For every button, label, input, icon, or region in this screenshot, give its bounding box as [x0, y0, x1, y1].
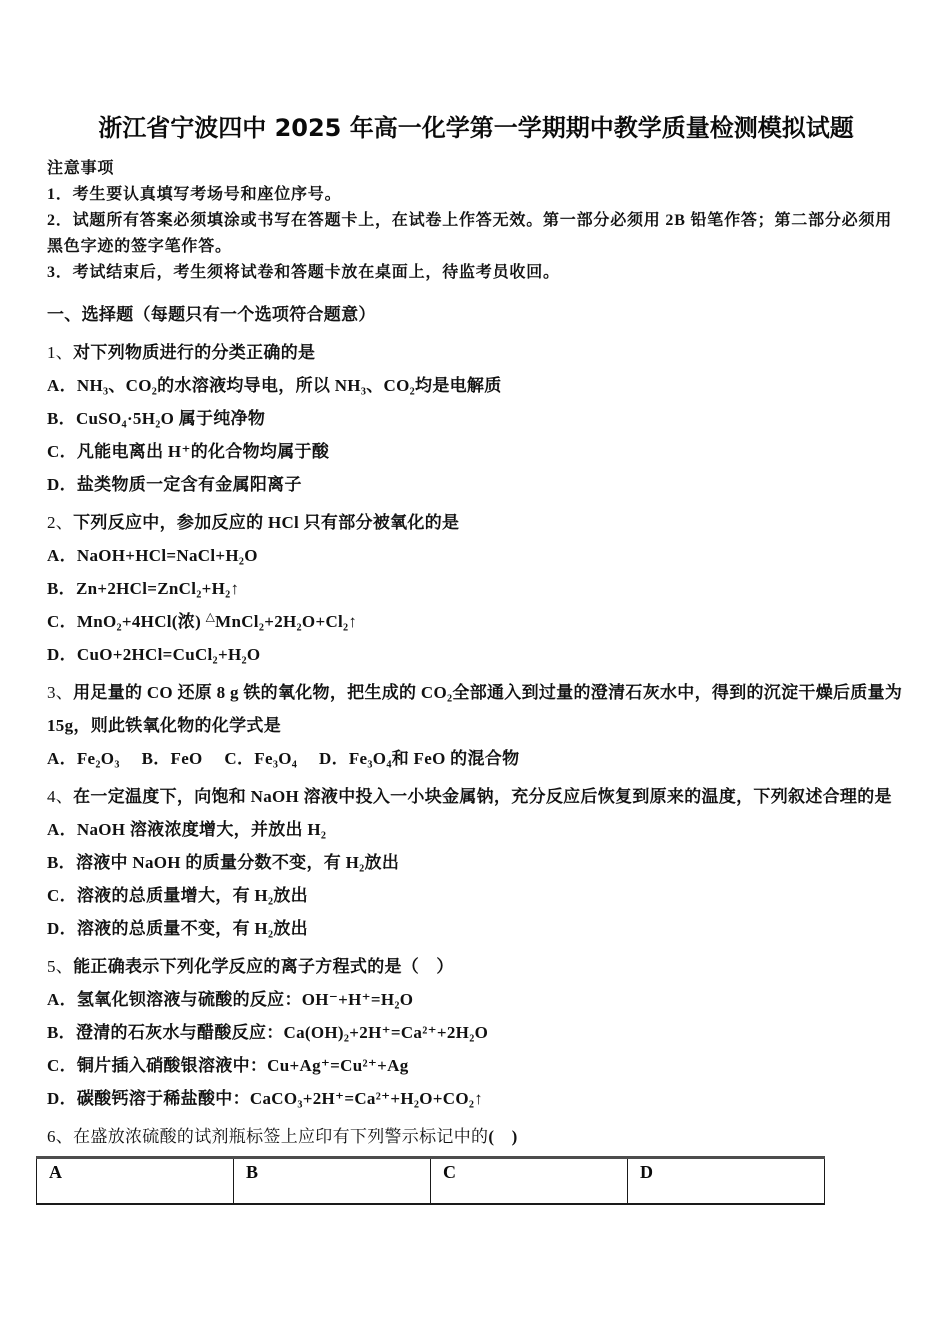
question-1-option-b: B．CuSO₄·5H₂O 属于纯净物: [47, 409, 266, 428]
warning-marks-table-row: [37, 1158, 825, 1205]
question-2-option-c: [47, 605, 905, 638]
notes-section: [47, 156, 905, 286]
option-text-after-delta: MnCl₂+2H₂O+Cl₂↑: [215, 612, 358, 631]
question-1: [47, 336, 905, 501]
note-item-1: 1．考生要认真填写考场号和座位序号。: [47, 186, 342, 203]
question-5-option-c: C．铜片插入硝酸银溶液中：Cu+Ag⁺=Cu²⁺+Ag: [47, 1056, 409, 1075]
question-4-text: 在一定温度下，向饱和 NaOH 溶液中投入一小块金属钠，充分反应后恢复到原来的温度，下列叙述合理的是: [73, 787, 892, 806]
question-4-number: 4、: [47, 787, 74, 806]
warning-marks-table: [36, 1156, 825, 1205]
question-3-text: 用足量的 CO 还原 8 g 铁的氧化物，把生成的 CO₂全部通入到过量的澄清石灰水中，得到的沉淀干燥后质量为 15g，则此铁氧化物的化学式是: [47, 683, 903, 735]
question-5-option-d: D．碳酸钙溶于稀盐酸中：CaCO₃+2H⁺=Ca²⁺+H₂O+CO₂↑: [47, 1089, 484, 1108]
question-5: [47, 950, 905, 1115]
section-heading: 一、选择题（每题只有一个选项符合题意）: [47, 305, 376, 324]
question-3-stem: [47, 676, 905, 742]
question-4-stem: [47, 780, 905, 813]
note-item-3: 3．考试结束后，考生须将试卷和答题卡放在桌面上，待监考员收回。: [47, 264, 560, 281]
question-5-option-b: B．澄清的石灰水与醋酸反应：Ca(OH)₂+2H⁺=Ca²⁺+2H₂O: [47, 1023, 489, 1042]
question-6-number: 6、: [47, 1127, 74, 1146]
delta-heating-symbol: △: [205, 609, 216, 624]
question-6-text: 在盛放浓硫酸的试剂瓶标签上应印有下列警示标记中的: [73, 1127, 489, 1146]
question-1-option-a: A．NH₃、CO₂的水溶液均导电，所以 NH₃、CO₂均是电解质: [47, 376, 502, 395]
question-2-option-b: B．Zn+2HCl=ZnCl₂+H₂↑: [47, 579, 240, 598]
question-4-option-b: B．溶液中 NaOH 的质量分数不变，有 H₂放出: [47, 853, 400, 872]
question-5-number: 5、: [47, 957, 74, 976]
warning-cell-a: A: [37, 1158, 234, 1205]
question-4-option-a: A．NaOH 溶液浓度增大，并放出 H₂: [47, 820, 327, 839]
question-2: [47, 506, 905, 671]
question-2-number: 2、: [47, 513, 74, 532]
question-4: [47, 780, 905, 945]
warning-cell-d: D: [628, 1158, 825, 1205]
question-3: [47, 676, 905, 775]
question-5-text: 能正确表示下列化学反应的离子方程式的是（ ）: [73, 957, 454, 976]
notes-heading: 注意事项: [47, 160, 115, 177]
question-6-stem: [47, 1120, 905, 1153]
warning-cell-c: C: [431, 1158, 628, 1205]
question-2-option-d: D．CuO+2HCl=CuCl₂+H₂O: [47, 645, 261, 664]
question-5-option-a: A．氢氧化钡溶液与硫酸的反应：OH⁻+H⁺=H₂O: [47, 990, 414, 1009]
note-item-2: 2．试题所有答案必须填涂或书写在答题卡上，在试卷上作答无效。第一部分必须用 2B 铅笔作答；第二部分必须用黑色字迹的签字笔作答。: [47, 212, 893, 255]
question-1-number: 1、: [47, 343, 74, 362]
option-text-before-delta: C．MnO₂+4HCl(浓): [47, 612, 206, 631]
question-1-stem: [47, 336, 905, 369]
question-4-option-d: D．溶液的总质量不变，有 H₂放出: [47, 919, 308, 938]
question-5-stem: [47, 950, 905, 983]
question-2-text: 下列反应中，参加反应的 HCl 只有部分被氧化的是: [73, 513, 460, 532]
question-1-option-d: D．盐类物质一定含有金属阳离子: [47, 475, 302, 494]
question-2-stem: [47, 506, 905, 539]
question-3-number: 3、: [47, 683, 74, 702]
question-6-answer-blank: ( ): [488, 1127, 518, 1146]
question-1-text: 对下列物质进行的分类正确的是: [73, 343, 316, 362]
question-1-option-c: C．凡能电离出 H⁺的化合物均属于酸: [47, 442, 330, 461]
question-4-option-c: C．溶液的总质量增大，有 H₂放出: [47, 886, 308, 905]
question-2-option-a: A．NaOH+HCl=NaCl+H₂O: [47, 546, 258, 565]
page-title: 浙江省宁波四中 2025 年高一化学第一学期期中教学质量检测模拟试题: [98, 114, 854, 142]
warning-cell-b: B: [234, 1158, 431, 1205]
question-3-options-inline: A．Fe₂O₃ B．FeO C．Fe₃O₄ D．Fe₃O₄和 FeO 的混合物: [47, 749, 520, 768]
question-6: [47, 1120, 905, 1153]
